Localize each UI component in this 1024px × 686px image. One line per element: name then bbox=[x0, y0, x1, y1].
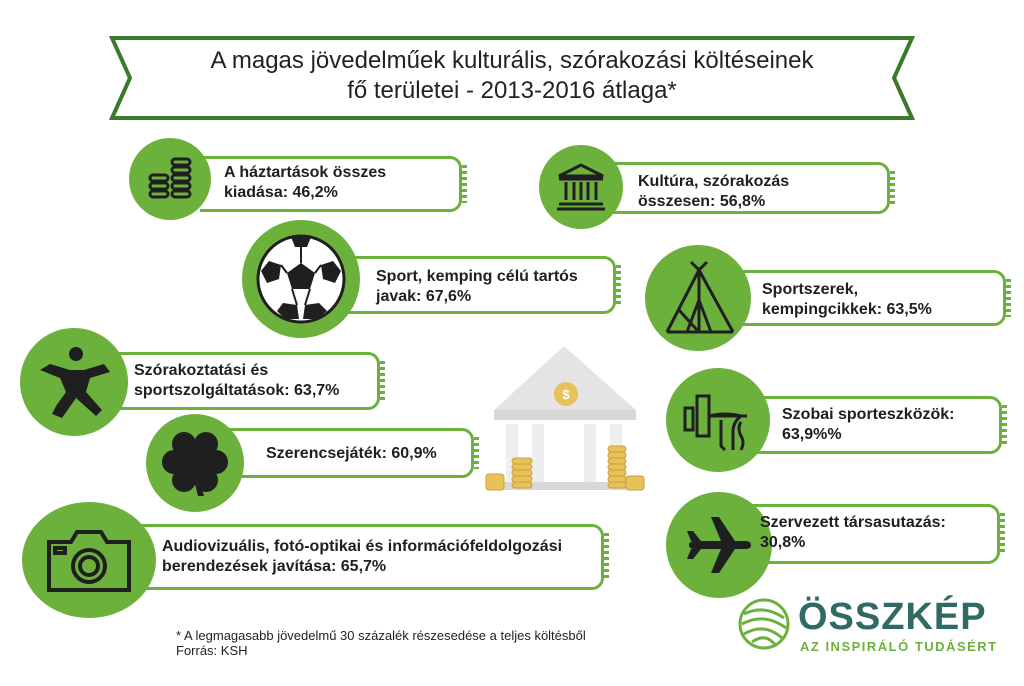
person-jumping-icon bbox=[36, 344, 112, 420]
logo-tagline: AZ INSPIRÁLÓ TUDÁSÉRT bbox=[800, 639, 998, 654]
soccer-ball-icon bbox=[255, 233, 347, 325]
item-label-repairs: Audiovizuális, fotó-optikai és információfeldolgozási berendezések javítása: 65,7% bbox=[162, 538, 563, 575]
footnote bbox=[176, 628, 586, 658]
item-label-gambling: Szerencsejáték: 60,9% bbox=[266, 445, 437, 462]
clover-icon-circle bbox=[146, 414, 244, 512]
item-label-culture: Kultúra, szórakozás összesen: 56,8% bbox=[638, 173, 790, 210]
soccer-icon-circle bbox=[242, 220, 360, 338]
airplane-icon bbox=[685, 511, 753, 579]
tent-icon-circle bbox=[645, 245, 751, 351]
airplane-icon-circle bbox=[666, 492, 772, 598]
gym-equipment-icon bbox=[681, 388, 755, 452]
title-line-1: A magas jövedelműek kulturális, szórakozási költéseinek bbox=[210, 47, 814, 74]
bank-building-icon bbox=[555, 162, 607, 212]
coins-icon-circle bbox=[129, 138, 211, 220]
center-bank-illustration bbox=[484, 342, 646, 494]
center-coin bbox=[554, 382, 578, 406]
camera-icon bbox=[43, 524, 135, 596]
item-label-entertainment: Szórakoztatási és sportszolgáltatások: 63,7% bbox=[134, 362, 340, 399]
gym-icon-circle bbox=[666, 368, 770, 472]
footnote-source: Forrás: KSH bbox=[176, 643, 248, 658]
coins-icon bbox=[146, 157, 194, 201]
item-label-travel: Szervezett társasutazás: 30,8% bbox=[760, 514, 946, 551]
footnote-note: * A legmagasabb jövedelmű 30 százalék részesedése a teljes költésből bbox=[176, 628, 586, 643]
item-label-sport-durables: Sport, kemping célú tartós javak: 67,6% bbox=[376, 268, 578, 305]
bank-icon-circle bbox=[539, 145, 623, 229]
logo-yarn-icon bbox=[736, 596, 792, 652]
item-label-home-sports: Szobai sporteszközök: 63,9%% bbox=[782, 406, 955, 443]
item-label-household: A háztartások összes kiadása: 46,2% bbox=[224, 164, 387, 201]
dollar-icon: $ bbox=[562, 386, 570, 402]
camera-icon-circle bbox=[22, 502, 156, 618]
logo-name: ÖSSZKÉP bbox=[798, 596, 987, 638]
page-title bbox=[150, 46, 874, 106]
item-label-sport-goods: Sportszerek, kempingcikkek: 63,5% bbox=[762, 281, 932, 318]
clover-icon bbox=[160, 428, 230, 498]
person-icon-circle bbox=[20, 328, 128, 436]
tent-icon bbox=[657, 260, 739, 336]
title-line-2: fő területei - 2013-2016 átlaga* bbox=[347, 77, 677, 104]
